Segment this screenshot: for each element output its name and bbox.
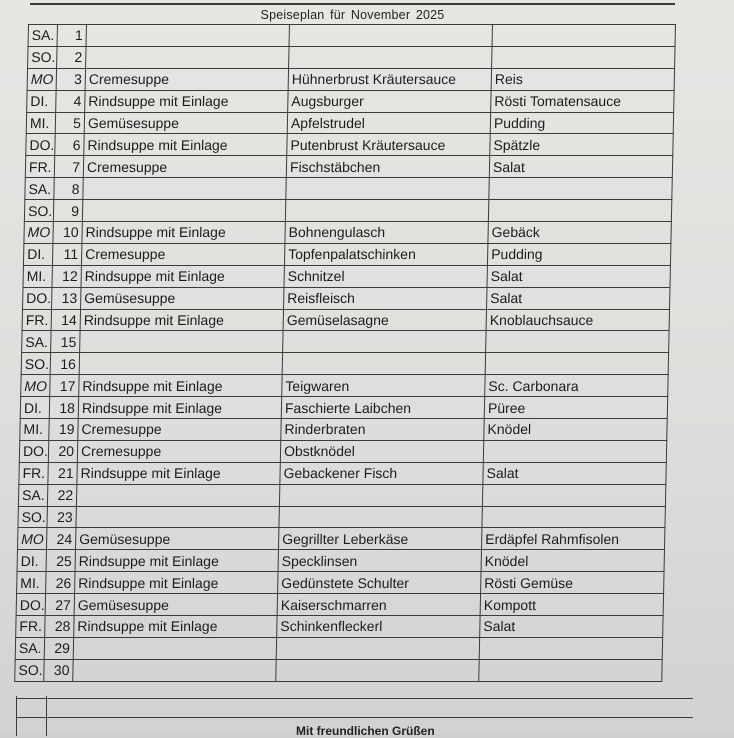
soup-cell: Rindsuppe mit Einlage <box>75 550 278 572</box>
soup-cell <box>76 506 279 528</box>
day-cell: FR. <box>16 616 45 638</box>
table-row <box>16 594 663 616</box>
date-cell: 12 <box>52 265 81 287</box>
day-cell: FR. <box>25 156 54 178</box>
main-dish-cell: Reisfleisch <box>284 287 487 309</box>
side-dish-cell: Spätzle <box>490 134 673 156</box>
soup-cell <box>76 484 279 506</box>
day-cell: SO. <box>24 200 53 222</box>
date-cell: 20 <box>48 440 77 462</box>
side-dish-cell <box>479 637 662 659</box>
table-row <box>17 550 664 572</box>
table-row <box>28 46 675 68</box>
main-dish-cell <box>276 637 479 659</box>
main-dish-cell <box>283 331 486 353</box>
date-cell: 24 <box>46 528 75 550</box>
side-dish-cell: Salat <box>487 287 670 309</box>
soup-cell: Rindsuppe mit Einlage <box>85 90 288 112</box>
side-dish-cell: Salat <box>487 265 670 287</box>
soup-cell: Cremesuppe <box>77 440 280 462</box>
main-dish-cell: Teigwaren <box>282 375 485 397</box>
table-row <box>25 156 672 178</box>
side-dish-cell: Rösti Gemüse <box>481 572 664 594</box>
day-cell: FR. <box>22 309 51 331</box>
side-dish-cell: Gebäck <box>488 222 671 244</box>
day-cell: MI. <box>23 265 52 287</box>
day-cell: SA. <box>22 331 51 353</box>
table-row <box>17 572 664 594</box>
side-dish-cell: Salat <box>489 156 672 178</box>
table-row <box>21 353 668 375</box>
main-dish-cell <box>279 506 482 528</box>
table-row <box>19 462 666 484</box>
main-dish-cell: Specklinsen <box>278 550 481 572</box>
soup-cell: Rindsuppe mit Einlage <box>75 572 278 594</box>
day-cell: SA. <box>15 637 44 659</box>
main-dish-cell: Apfelstrudel <box>287 112 490 134</box>
side-dish-cell <box>486 331 669 353</box>
side-dish-cell <box>482 506 665 528</box>
table-row <box>21 375 668 397</box>
footer-greeting: Mit freundlichen Grüßen <box>296 724 435 738</box>
soup-cell: Rindsuppe mit Einlage <box>77 462 280 484</box>
day-cell: SO. <box>28 46 57 68</box>
soup-cell: Cremesuppe <box>81 243 284 265</box>
side-dish-cell <box>492 46 675 68</box>
date-cell: 4 <box>56 90 85 112</box>
day-cell: FR. <box>19 462 48 484</box>
date-cell: 15 <box>51 331 80 353</box>
footer-divider <box>46 696 47 736</box>
soup-cell: Cremesuppe <box>78 419 281 441</box>
date-cell: 10 <box>53 222 82 244</box>
main-dish-cell: Hühnerbrust Kräutersauce <box>288 68 491 90</box>
soup-cell: Gemüsesuppe <box>81 287 284 309</box>
side-dish-cell <box>483 440 666 462</box>
soup-cell <box>79 353 282 375</box>
soup-cell: Rindsuppe mit Einlage <box>79 375 282 397</box>
day-cell: MI. <box>26 112 55 134</box>
day-cell: DI. <box>17 550 46 572</box>
soup-cell: Gemüsesuppe <box>74 594 277 616</box>
table-row <box>20 397 667 419</box>
soup-cell: Gemüsesuppe <box>84 112 287 134</box>
date-cell: 2 <box>57 46 86 68</box>
side-dish-cell: Rösti Tomatensauce <box>491 90 674 112</box>
date-cell: 8 <box>54 178 83 200</box>
footer <box>16 696 696 736</box>
side-dish-cell: Salat <box>480 616 663 638</box>
table-row <box>16 616 663 638</box>
date-cell: 26 <box>46 572 75 594</box>
main-dish-cell: Topfenpalatschinken <box>284 243 487 265</box>
date-cell: 28 <box>45 616 74 638</box>
day-cell: MI. <box>20 419 49 441</box>
soup-cell: Cremesuppe <box>85 68 288 90</box>
side-dish-cell: Salat <box>483 462 666 484</box>
table-row <box>26 134 673 156</box>
day-cell: DI. <box>20 397 49 419</box>
soup-cell: Rindsuppe mit Einlage <box>78 397 281 419</box>
date-cell: 17 <box>50 375 79 397</box>
side-dish-cell: Knödel <box>481 550 664 572</box>
date-cell: 7 <box>54 156 83 178</box>
table-row <box>22 309 669 331</box>
date-cell: 30 <box>44 659 73 681</box>
date-cell: 14 <box>51 309 80 331</box>
day-cell: DO. <box>19 440 48 462</box>
side-dish-cell <box>482 484 665 506</box>
side-dish-cell <box>492 25 675 47</box>
side-dish-cell <box>488 200 671 222</box>
table-row <box>22 331 669 353</box>
main-dish-cell: Rinderbraten <box>281 419 484 441</box>
date-cell: 22 <box>47 484 76 506</box>
day-cell: SO. <box>21 353 50 375</box>
side-dish-cell <box>485 353 668 375</box>
soup-cell: Cremesuppe <box>83 156 286 178</box>
date-cell: 19 <box>49 419 78 441</box>
soup-cell: Rindsuppe mit Einlage <box>74 616 277 638</box>
day-cell: MO <box>21 375 50 397</box>
main-dish-cell <box>276 659 479 681</box>
day-cell: DI. <box>23 243 52 265</box>
side-dish-cell <box>489 178 672 200</box>
table-row <box>18 484 665 506</box>
main-dish-cell: Schinkenfleckerl <box>277 616 480 638</box>
date-cell: 16 <box>50 353 79 375</box>
table-row <box>23 287 670 309</box>
table-row <box>15 659 662 681</box>
day-cell: DI. <box>27 90 56 112</box>
table-row <box>15 637 662 659</box>
soup-cell <box>82 200 285 222</box>
soup-cell: Gemüsesuppe <box>75 528 278 550</box>
day-cell: MO <box>27 68 56 90</box>
soup-cell <box>73 659 276 681</box>
side-dish-cell: Püree <box>484 397 667 419</box>
day-cell: DO. <box>23 287 52 309</box>
side-dish-cell: Kompott <box>480 594 663 616</box>
soup-cell: Rindsuppe mit Einlage <box>80 309 283 331</box>
soup-cell <box>73 637 276 659</box>
main-dish-cell: Obstknödel <box>280 440 483 462</box>
side-dish-cell: Pudding <box>487 243 670 265</box>
main-dish-cell: Augsburger <box>288 90 491 112</box>
date-cell: 18 <box>49 397 78 419</box>
main-dish-cell: Gedünstete Schulter <box>278 572 481 594</box>
day-cell: SA. <box>18 484 47 506</box>
table-row <box>23 265 670 287</box>
side-dish-cell: Reis <box>491 68 674 90</box>
table-row <box>19 440 666 462</box>
main-dish-cell: Schnitzel <box>284 265 487 287</box>
main-dish-cell: Faschierte Laibchen <box>281 397 484 419</box>
table-row <box>28 25 675 47</box>
main-dish-cell <box>279 484 482 506</box>
main-dish-cell <box>286 178 489 200</box>
side-dish-cell: Knödel <box>484 419 667 441</box>
table-row <box>25 178 672 200</box>
table-row <box>23 243 670 265</box>
soup-cell: Rindsuppe mit Einlage <box>82 222 285 244</box>
main-dish-cell <box>289 25 492 47</box>
date-cell: 27 <box>45 594 74 616</box>
main-dish-cell <box>285 200 488 222</box>
top-rule <box>30 3 675 5</box>
table-row <box>18 506 665 528</box>
main-dish-cell <box>282 353 485 375</box>
table-row <box>24 222 671 244</box>
main-dish-cell: Putenbrust Kräutersauce <box>287 134 490 156</box>
main-dish-cell: Fischstäbchen <box>286 156 489 178</box>
main-dish-cell: Gebackener Fisch <box>280 462 483 484</box>
date-cell: 29 <box>44 637 73 659</box>
main-dish-cell: Kaiserschmarren <box>277 594 480 616</box>
day-cell: SO. <box>18 506 47 528</box>
day-cell: SO. <box>15 659 44 681</box>
side-dish-cell: Knoblauchsauce <box>486 309 669 331</box>
side-dish-cell: Pudding <box>490 112 673 134</box>
main-dish-cell: Bohnengulasch <box>285 222 488 244</box>
date-cell: 6 <box>55 134 84 156</box>
day-cell: MO <box>24 222 53 244</box>
table-row <box>27 68 674 90</box>
page-title: Speiseplan für November 2025 <box>260 8 445 22</box>
side-dish-cell: Sc. Carbonara <box>485 375 668 397</box>
side-dish-cell <box>479 659 662 681</box>
soup-cell <box>83 178 286 200</box>
date-cell: 23 <box>47 506 76 528</box>
soup-cell <box>80 331 283 353</box>
date-cell: 5 <box>55 112 84 134</box>
soup-cell <box>86 25 289 47</box>
soup-cell: Rindsuppe mit Einlage <box>81 265 284 287</box>
main-dish-cell: Gegrillter Leberkäse <box>278 528 481 550</box>
side-dish-cell: Erdäpfel Rahmfisolen <box>481 528 664 550</box>
day-cell: MI. <box>17 572 46 594</box>
date-cell: 21 <box>48 462 77 484</box>
table-row <box>20 419 667 441</box>
table-row <box>27 90 674 112</box>
footer-empty-row <box>16 698 693 718</box>
menu-table <box>14 24 676 682</box>
date-cell: 25 <box>46 550 75 572</box>
soup-cell <box>86 46 289 68</box>
date-cell: 9 <box>53 200 82 222</box>
table-row <box>26 112 673 134</box>
date-cell: 3 <box>56 68 85 90</box>
day-cell: DO. <box>26 134 55 156</box>
table-row <box>17 528 664 550</box>
date-cell: 1 <box>57 25 86 47</box>
footer-divider <box>16 696 17 736</box>
menu-table-body <box>15 25 676 682</box>
main-dish-cell <box>289 46 492 68</box>
day-cell: SA. <box>28 25 57 47</box>
day-cell: MO <box>17 528 46 550</box>
soup-cell: Rindsuppe mit Einlage <box>84 134 287 156</box>
day-cell: SA. <box>25 178 54 200</box>
date-cell: 11 <box>52 243 81 265</box>
day-cell: DO. <box>16 594 45 616</box>
main-dish-cell: Gemüselasagne <box>283 309 486 331</box>
date-cell: 13 <box>52 287 81 309</box>
table-row <box>24 200 671 222</box>
